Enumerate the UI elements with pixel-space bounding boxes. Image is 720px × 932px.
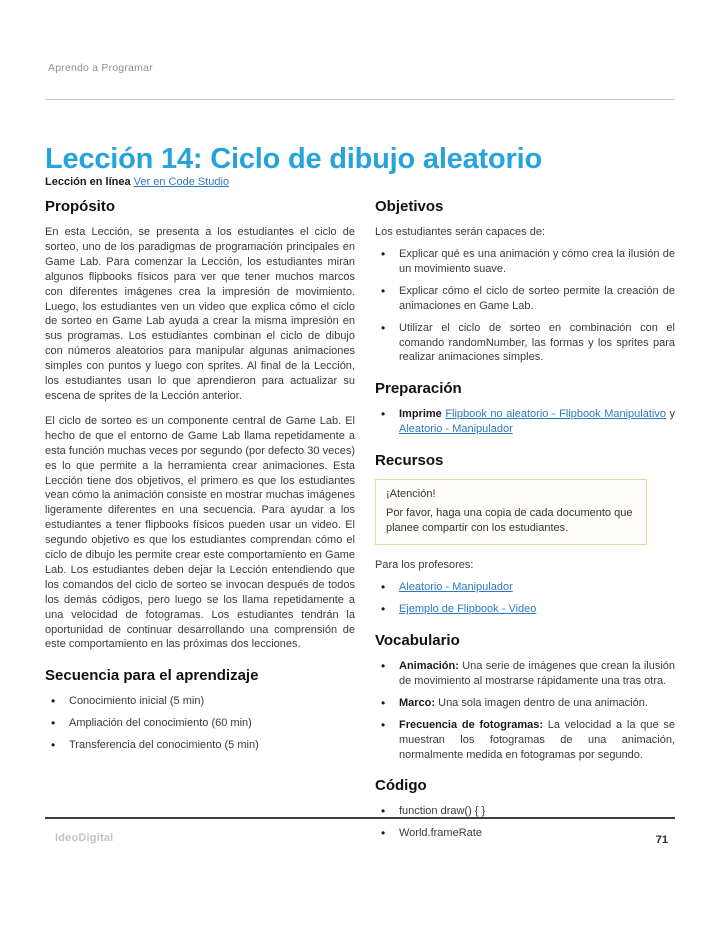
vocabulario-heading: Vocabulario — [375, 631, 460, 649]
list-item: • Conocimiento inicial (5 min) — [45, 694, 355, 709]
codigo-heading: Código — [375, 777, 427, 795]
flipbook-manipulativo-link[interactable]: Flipbook no aleatorio - Flipbook Manipulativo — [445, 408, 666, 421]
secuencia-heading: Secuencia para el aprendizaje — [45, 667, 259, 685]
objetivos-intro: Los estudiantes serán capaces de: — [375, 226, 546, 238]
objetivos-heading: Objetivos — [375, 198, 444, 215]
conjunction-text: y — [669, 408, 675, 421]
vocab-term: Frecuencia de fotogramas: — [399, 718, 544, 731]
code-studio-link[interactable]: Ver en Code Studio — [133, 176, 230, 188]
recursos-heading: Recursos — [375, 452, 444, 470]
aleatorio-manipulador-link[interactable]: Aleatorio - Manipulador — [399, 423, 513, 436]
secuencia-list — [45, 694, 355, 753]
list-item: • Utilizar el ciclo de sorteo en combinación con el comando randomNumber, las formas y los sprites para realizar animaciones simples. — [375, 321, 675, 366]
lesson-online-label: Lección en línea — [45, 176, 131, 188]
teachers-label: Para los profesores: — [375, 559, 474, 572]
objetivos-list — [375, 247, 675, 365]
footer-divider — [45, 817, 675, 819]
imprime-label: Imprime — [399, 408, 442, 421]
attention-body: Por favor, haga una copia de cada documento que planee compartir con los estudiantes. — [386, 507, 633, 535]
vocab-definition: Una sola imagen dentro de una animación. — [438, 696, 648, 709]
left-column — [45, 198, 355, 760]
ejemplo-flipbook-video-link[interactable]: Ejemplo de Flipbook - Video — [399, 603, 537, 616]
proposito-paragraph-2: El ciclo de sorteo es un componente central de Game Lab. El hecho de que el entorno de Game Lab llama repetidamente a esta función muchas veces por segundo (por defecto 30 veces) es lo que permite a la herramienta crear animaciones. Esta Lección tiene dos objetivos, el primero es que los estudiantes vean cómo la animación consiste en mostrar muchas imágenes ligeramente diferentes en una secuencia. Para ayudar a los estudiantes a tener flipbooks físicos pueden usar un video. El segundo objetivo es que los estudiantes comprendan cómo el ciclo de dibujo les permite crear este comportamiento en Game Lab. Los estudiantes deben dejar la Lección entendiendo que los comandos del ciclo de sorteo se invocan después de todos los demás códigos, pero luego se los llama repetidamente a una velocidad de fotogramas. Los estudiantes tendrán la oportunidad de continuar desarrollando una comprensión de este comportamiento en las próximas dos lecciones. — [45, 414, 355, 651]
list-item: • Ampliación del conocimiento (60 min) — [45, 716, 355, 731]
right-column — [375, 198, 675, 848]
list-item — [375, 659, 675, 689]
vocab-term: Animación: — [399, 659, 459, 672]
vocab-definition: Una serie de imágenes que crean la ilusión de movimiento al mostrarse rápidamente una tras otra. — [399, 659, 675, 687]
vocab-term: Marco: — [399, 696, 436, 709]
list-item: • Explicar qué es una animación y cómo crea la ilusión de un movimiento suave. — [375, 247, 675, 277]
list-item — [375, 718, 675, 763]
header-divider — [45, 99, 675, 100]
proposito-heading: Propósito — [45, 198, 115, 215]
preparacion-list — [375, 407, 675, 437]
page-title: Lección 14: Ciclo de dibujo aleatorio — [45, 143, 542, 176]
list-item: • function draw() { } — [375, 804, 675, 819]
list-item — [375, 580, 675, 595]
teachers-links-list — [375, 580, 675, 617]
vocabulario-list — [375, 659, 675, 762]
header-brand: Aprendo a Programar — [48, 62, 153, 74]
attention-box — [375, 479, 647, 545]
list-item: • Explicar cómo el ciclo de sorteo permite la creación de animaciones en Game Lab. — [375, 284, 675, 314]
vocab-definition: La velocidad a la que se muestran los fotogramas de una animación, normalmente medida en fotogramas por segundo. — [399, 718, 675, 761]
proposito-paragraph-1: En esta Lección, se presenta a los estudiantes el ciclo de sorteo, uno de los paradigmas de programación principales en Game Lab. Para comenzar la Lección, los estudiantes miran algunos flipbooks físicos para ver que tener muchos marcos con diferentes imágenes crea la impresión de movimiento. Luego, los estudiantes ven un video que explica cómo el ciclo de sorteo en Game Lab ayuda a crear la misma impresión en sus programas. Los estudiantes combinan el ciclo de dibujo con números aleatorios para manipular algunas animaciones simples con puntos y luego con sprites. Al final de la Lección, los estudiantes usan lo que aprendieron para actualizar su escena de sprites de la Lección anterior. — [45, 226, 355, 402]
list-item — [375, 696, 675, 711]
content-columns — [45, 198, 675, 848]
aleatorio-manipulador-link-2[interactable]: Aleatorio - Manipulador — [399, 581, 513, 594]
list-item — [375, 407, 675, 437]
footer-brand-logo: IdeoDigital — [55, 832, 114, 844]
lesson-online-line — [45, 176, 229, 188]
list-item — [375, 602, 675, 617]
list-item: • Transferencia del conocimiento (5 min) — [45, 738, 355, 753]
list-item: • World.frameRate — [375, 826, 675, 841]
codigo-list — [375, 804, 675, 841]
page-number: 71 — [655, 834, 668, 846]
attention-title: ¡Atención! — [386, 488, 436, 501]
preparacion-heading: Preparación — [375, 380, 462, 398]
